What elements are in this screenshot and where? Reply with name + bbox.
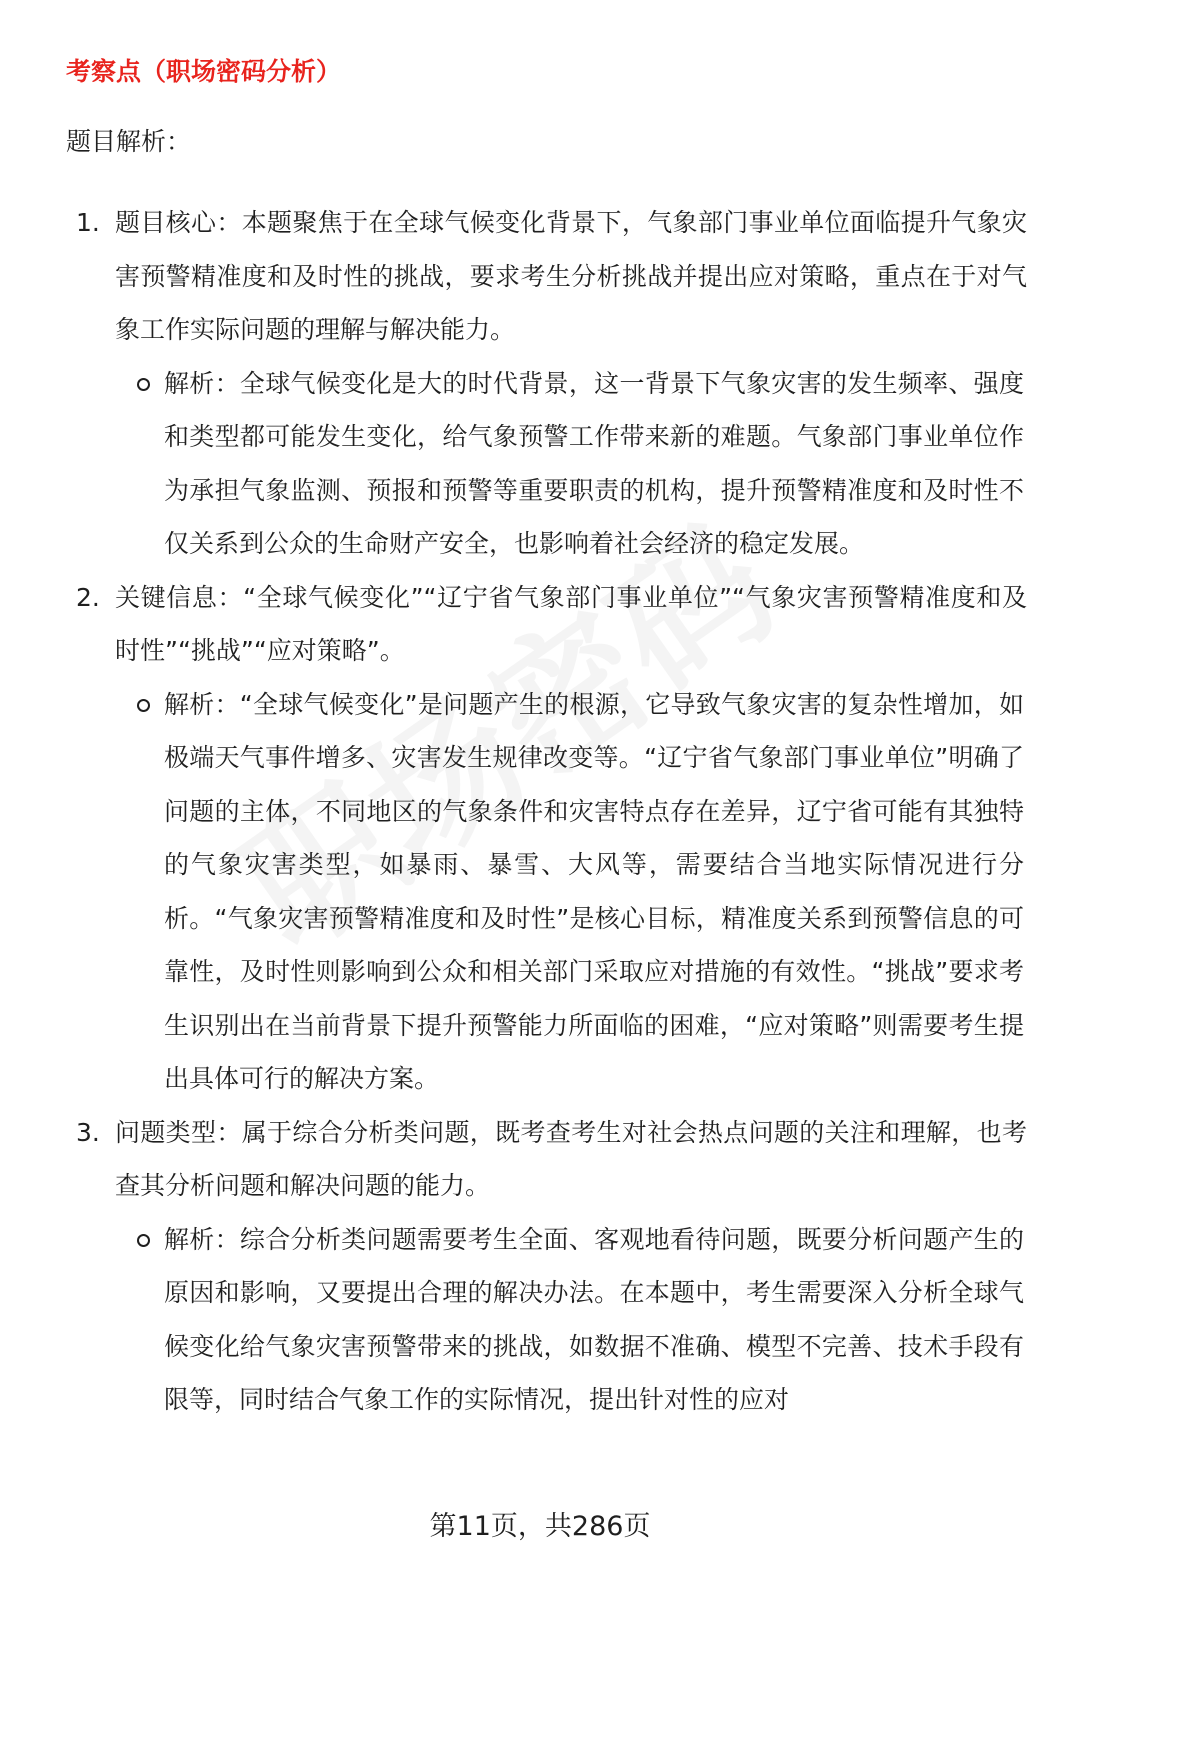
item-number: 3. [76,1117,100,1147]
list-item-2 [0,571,1080,1106]
sub-item [0,357,1080,571]
content [0,196,1080,1427]
circle-bullet-icon [137,1234,150,1247]
sub-item-text: 解析：全球气候变化是大的时代背景，这一背景下气象灾害的发生频率、强度和类型都可能发生变化，给气象预警工作带来新的难题。气象部门事业单位作为承担气象监测、预报和预警等重要职责的机构，提升预警精准度和及时性不仅关系到公众的生命财产安全，也影响着社会经济的稳定发展。 [164,368,1024,558]
item-number: 2. [76,582,100,612]
item-text: 题目核心：本题聚焦于在全球气候变化背景下，气象部门事业单位面临提升气象灾害预警精准度和及时性的挑战，要求考生分析挑战并提出应对策略，重点在于对气象工作实际问题的理解与解决能力。 [115,208,1027,344]
sub-item [0,1213,1080,1427]
sub-item-text: 解析：“全球气候变化”是问题产生的根源，它导致气象灾害的复杂性增加，如极端天气事件增多、灾害发生规律改变等。“辽宁省气象部门事业单位”明确了问题的主体，不同地区的气象条件和灾害特点存在差异，辽宁省可能有其独特的气象灾害类型，如暴雨、暴雪、大风等，需要结合当地实际情况进行分析。“气象灾害预警精准度和及时性”是核心目标，精准度关系到预警信息的可靠性，及时性则影响到公众和相关部门采取应对措施的有效性。“挑战”要求考生识别出在当前背景下提升预警能力所面临的困难，“应对策略”则需要考生提出具体可行的解决方案。 [164,689,1024,1093]
sub-item-text: 解析：综合分析类问题需要考生全面、客观地看待问题，既要分析问题产生的原因和影响，又要提出合理的解决办法。在本题中，考生需要深入分析全球气候变化给气象灾害预警带来的挑战，如数据不准确、模型不完善、技术手段有限等，同时结合气象工作的实际情况，提出针对性的应对 [164,1224,1024,1414]
sub-item [0,678,1080,1106]
page-number: 第11页，共286页 [429,1511,651,1542]
item-text: 关键信息：“全球气候变化”“辽宁省气象部门事业单位”“气象灾害预警精准度和及时性”“挑战”“应对策略”。 [115,582,1027,665]
intro-label: 题目解析： [66,127,192,156]
item-number: 1. [76,208,100,237]
list-item-1 [0,196,1080,571]
list-item-3 [0,1106,1080,1427]
item-text: 问题类型：属于综合分析类问题，既考查考生对社会热点问题的关注和理解，也考查其分析问题和解决问题的能力。 [115,1117,1027,1200]
circle-bullet-icon [137,699,150,712]
section-title: 考察点（职场密码分析） [66,57,342,86]
circle-bullet-icon [137,378,150,391]
